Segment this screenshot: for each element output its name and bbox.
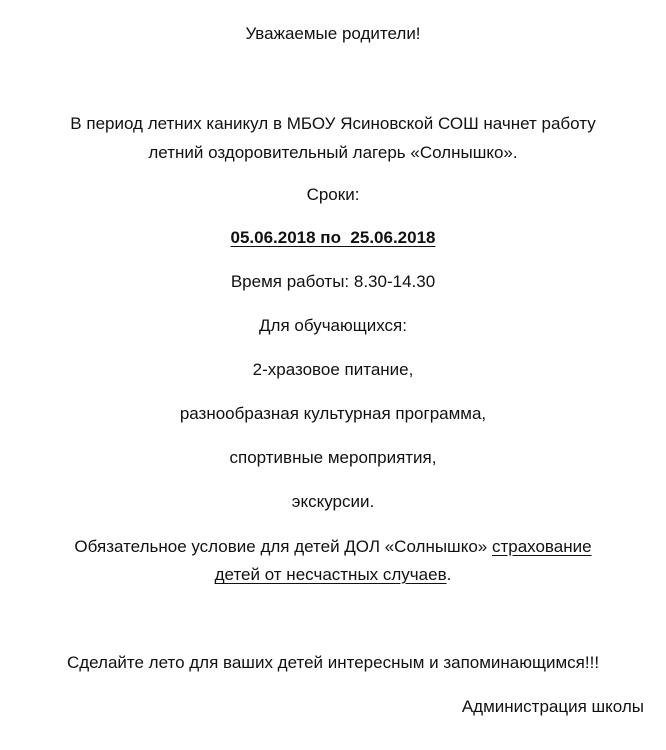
benefit-item: экскурсии. bbox=[291, 492, 375, 511]
benefit-item: спортивные мероприятия, bbox=[229, 448, 437, 467]
condition-line-2 bbox=[0, 563, 666, 587]
benefit-item: 2-хразовое питание, bbox=[252, 360, 414, 379]
condition-line-1 bbox=[0, 535, 666, 559]
terms-label: Сроки: bbox=[306, 185, 360, 204]
camp-dates: 05.06.2018 по 25.06.2018 bbox=[230, 228, 436, 247]
condition-accidents: детей от несчастных случаев bbox=[214, 565, 447, 584]
closing-line: Сделайте лето для ваших детей интересным и запоминающимся!!! bbox=[66, 653, 600, 672]
signature: Администрация школы bbox=[461, 697, 644, 716]
condition-suffix: . bbox=[446, 565, 452, 584]
students-label: Для обучающихся: bbox=[259, 316, 407, 335]
condition-insurance: страхование bbox=[491, 537, 592, 556]
benefit-item: разнообразная культурная программа, bbox=[179, 404, 487, 423]
working-hours: Время работы: 8.30-14.30 bbox=[230, 272, 436, 291]
greeting: Уважаемые родители! bbox=[245, 24, 421, 43]
intro-line-2: летний оздоровительный лагерь «Солнышко». bbox=[148, 143, 518, 162]
intro-line-1: В период летних каникул в МБОУ Ясиновской СОШ начнет работу bbox=[70, 114, 596, 133]
condition-prefix: Обязательное условие для детей ДОЛ «Солнышко» bbox=[74, 537, 492, 556]
